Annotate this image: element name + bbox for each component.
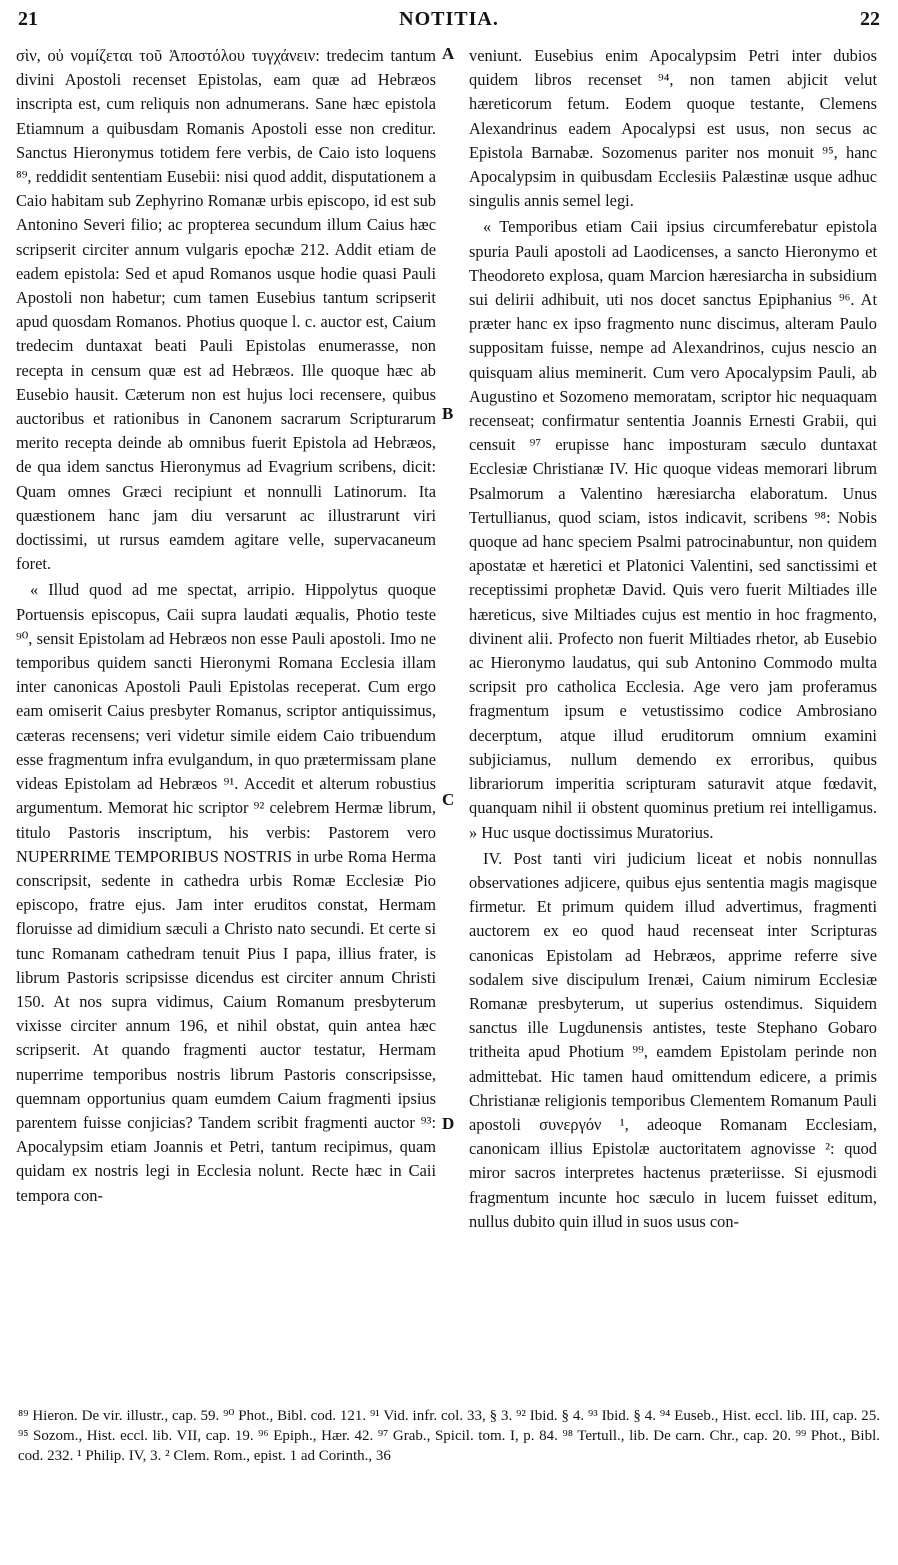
left-column [16, 44, 436, 1208]
margin-marker-c: C [442, 790, 455, 809]
paragraph: veniunt. Eusebius enim Apocalypsim Petri inter dubios quidem libros recenset ⁹⁴, non tamen abjicit velut hæreticorum fetum. Eodem quoque testante, Clemens Alexandrinus eadem Apocalypsi est usus, non secus ac Epistola Barnabæ. Sozomenus pariter nos monuit ⁹⁵, hanc Apocalypsim in quibusdam Ecclesiis Palæstinæ usque adhuc singulis annis semel legi. [469, 46, 877, 211]
margin-marker-d: D [442, 1114, 455, 1133]
page-header [18, 6, 880, 36]
margin-marker-a: A [442, 44, 455, 63]
paragraph: σὶν, οὐ νομίζεται τοῦ Ἀποστόλου τυγχάνειν: tredecim tantum divini Apostoli recenset Epistolas, eam quæ ad Hebræos inscripta est, cum reliquis non adnumerans. Sane hæc epistola Etiamnum a quibusdam Romanis Apostoli esse non creditur. Sanctus Hieronymus totidem fere verbis, de Caio isto loquens ⁸⁹, reddidit sententiam Eusebii: nisi quod addit, disputationem a Caio habitam sub Zephyrino Romanæ urbis episcopo, id est sub Antonino Severi filio; ac propterea secundum illum Caius hæc scripserit circiter annum vulgaris epochæ 212. Addit etiam de eadem epistola: Sed et apud Romanos usque hodie quasi Pauli Apostoli non habetur; cum tamen Eusebius tantum scripserit apud quosdam Romanos. Photius quoque l. c. auctor est, Caium tredecim duntaxat beati Pauli Epistolas enumerasse, non recepta in censum quæ est ad Hebræos. Ille quoque hæc ab Eusebio hausit. Cæterum non est hujus loci recensere, quibus auctoribus et rationibus in Canonem sacrarum Scripturarum merito recepta deinde ab omnibus fuerit Epistola ad Hebræos, de qua idem sanctus Hieronymus ad Evagrium scribens, dicit: Quam omnes Græci recipiunt et nonnulli Latinorum. Ita quæstionem hanc jam diu versarunt ac illustrarunt viri doctissimi, ut rursus eamdem agitare velle, supervacaneum foret. [16, 46, 436, 574]
left-page-number: 21 [18, 8, 38, 30]
running-title: NOTITIA. [399, 8, 499, 30]
paragraph: « Temporibus etiam Caii ipsius circumferebatur epistola spuria Pauli apostoli ad Laodicenses, a sancto Hieronymo et Theodoreto explosa, quam Marcion hæresiarcha in subsidium sui delirii adhibuit, uti nos docet sanctus Epiphanius ⁹⁶. At præter hanc ex ipso fragmento nunc discimus, alteram Paulo suppositam fuisse, nempe ad Alexandrinos, cujus nescio an quisquam alius meminerit. Cum vero Apocalypsim Pauli, ab Augustino et Sozomeno memoratam, scriptor hic nequaquam recenseat; confirmatur sententia Joannis Ernesti Grabii, qui censuit ⁹⁷ erupisse hanc imposturam sæculo duntaxat Ecclesiæ Christianæ IV. Hic quoque videas memorari librum Psalmorum a Valentino hæresiarcha elaboratum. Unus Tertullianus, quod sciam, istos indicavit, scribens ⁹⁸: Nobis quoque ad hanc speciem Psalmi patrocinabuntur, non quidem apostatæ et hæretici et Platonici Valentini, sed sanctissimi et receptissimi prophetæ David. Quis vero fuerit Miltiades ille hæreticus, sive Miltiades cujus est mentio in hoc fragmento, divinent alii. Profecto non fuerit Miltiades rhetor, ab Eusebio ac Hieronymo laudatus, qui sub Antonino Commodo multa scripsit pro catholica Ecclesia. Age vero jam proferamus fragmentum ipsum e vetustissimo codice Ambrosiano decerptum, atque illud eruditorum omnium examini subjiciamus, nullum demendo ex erroribus, quibus librariorum imperitia scripturam saturavit atque fœdavit, quanquam nihil ii obstent quominus pretium rei intelligamus. » Huc usque doctissimus Muratorius. [469, 217, 877, 842]
right-column [469, 44, 877, 1234]
right-page-number: 22 [860, 8, 880, 30]
paragraph: IV. Post tanti viri judicium liceat et nobis nonnullas observationes adjicere, quibus ejus sententia magis magisque firmetur. Et primum quidem illud advertimus, fragmenti auctorem ex eo quod haud recenseat inter Scripturas canonicas Epistolam ad Hebræos, apprime referre sive sodalem sive discipulum Irenæi, Caium nimirum Ecclesiæ Romanæ presbyterum, ut superius ostendimus. Siquidem sanctus ille Lugdunensis antistes, teste Stephano Gobaro tritheita apud Photium ⁹⁹, eamdem Epistolam perinde non admittebat. Hic tamen haud omittendum edicere, a primis Christianæ religionis temporibus Clementem Romanum Pauli apostoli συνεργόν ¹, adeoque Romanam Ecclesiam, canonicam illius Epistolæ auctoritatem agnovisse ²: quod miror sacros interpretes hactenus præteriisse. Si ejusmodi fragmentum incunte hoc sæculo in lucem fuisset editum, nullus dubito quin illud in suos usus con- [469, 848, 877, 1231]
paragraph: « Illud quod ad me spectat, arripio. Hippolytus quoque Portuensis episcopus, Caii supra laudati æqualis, Photio teste ⁹⁰, sensit Epistolam ad Hebræos non esse Pauli apostoli. Imo ne temporibus quidem sancti Hieronymi Romana Ecclesia illam inter canonicas Apostoli Pauli Epistolas receperat. Cum ergo eam omiserit Caius presbyter Romanus, scriptor antiquissimus, cæteras recensens; veri videtur simile eidem Caio tribuendum esse fragmentum infra evulgandum, in quo prætermissam plane videas Epistolam ad Hebræos ⁹¹. Accedit et alterum robustius argumentum. Memorat hic scriptor ⁹² celebrem Hermæ librum, titulo Pastoris inscriptum, his verbis: Pastorem vero NUPERRIME TEMPORIBUS NOSTRIS in urbe Roma Herma conscripsit, sedente in cathedra urbis Romæ Ecclesiæ Pio episcopo, fratre ejus. Jam inter eruditos constat, Hermam floruisse ad dimidium sæculi a Christo nato secundi. Et certe si tunc Romanam cathedram tenuit Pius I papa, illius frater, is librum Pastoris scripsisse dicendus est circiter annum Christi 150. At nos supra vidimus, Caium Romanum presbyterum vixisse circiter annum 196, et nihil obstat, quin antea hæc scripserit. At quando fragmenti auctor testatur, Hermam nuperrime temporibus nostris librum Pastoris conscripsisse, quemnam opportunius quam eumdem Caium fragmenti ipsius parentem fuisse conjicias? Tandem scribit fragmenti auctor ⁹³: Apocalypsim etiam Joannis et Petri, tantum recipimus, quam quidam ex nostris legi in Ecclesia nolunt. Recte hæc in Caii tempora con- [16, 580, 436, 1205]
margin-marker-b: B [442, 404, 454, 423]
footnotes: ⁸⁹ Hieron. De vir. illustr., cap. 59. ⁹⁰ Phot., Bibl. cod. 121. ⁹¹ Vid. infr. col. 33, § 3. ⁹² Ibid. § 4. ⁹³ Ibid. § 4. ⁹⁴ Euseb., Hist. eccl. lib. III, cap. 25. ⁹⁵ Sozom., Hist. eccl. lib. VII, cap. 19. ⁹⁶ Epiph., Hær. 42. ⁹⁷ Grab., Spicil. tom. I, p. 84. ⁹⁸ Tertull., lib. De carn. Chr., cap. 20. ⁹⁹ Phot., Bibl. cod. 232. ¹ Philip. IV, 3. ² Clem. Rom., epist. 1 ad Corinth., 36 [18, 1408, 880, 1464]
